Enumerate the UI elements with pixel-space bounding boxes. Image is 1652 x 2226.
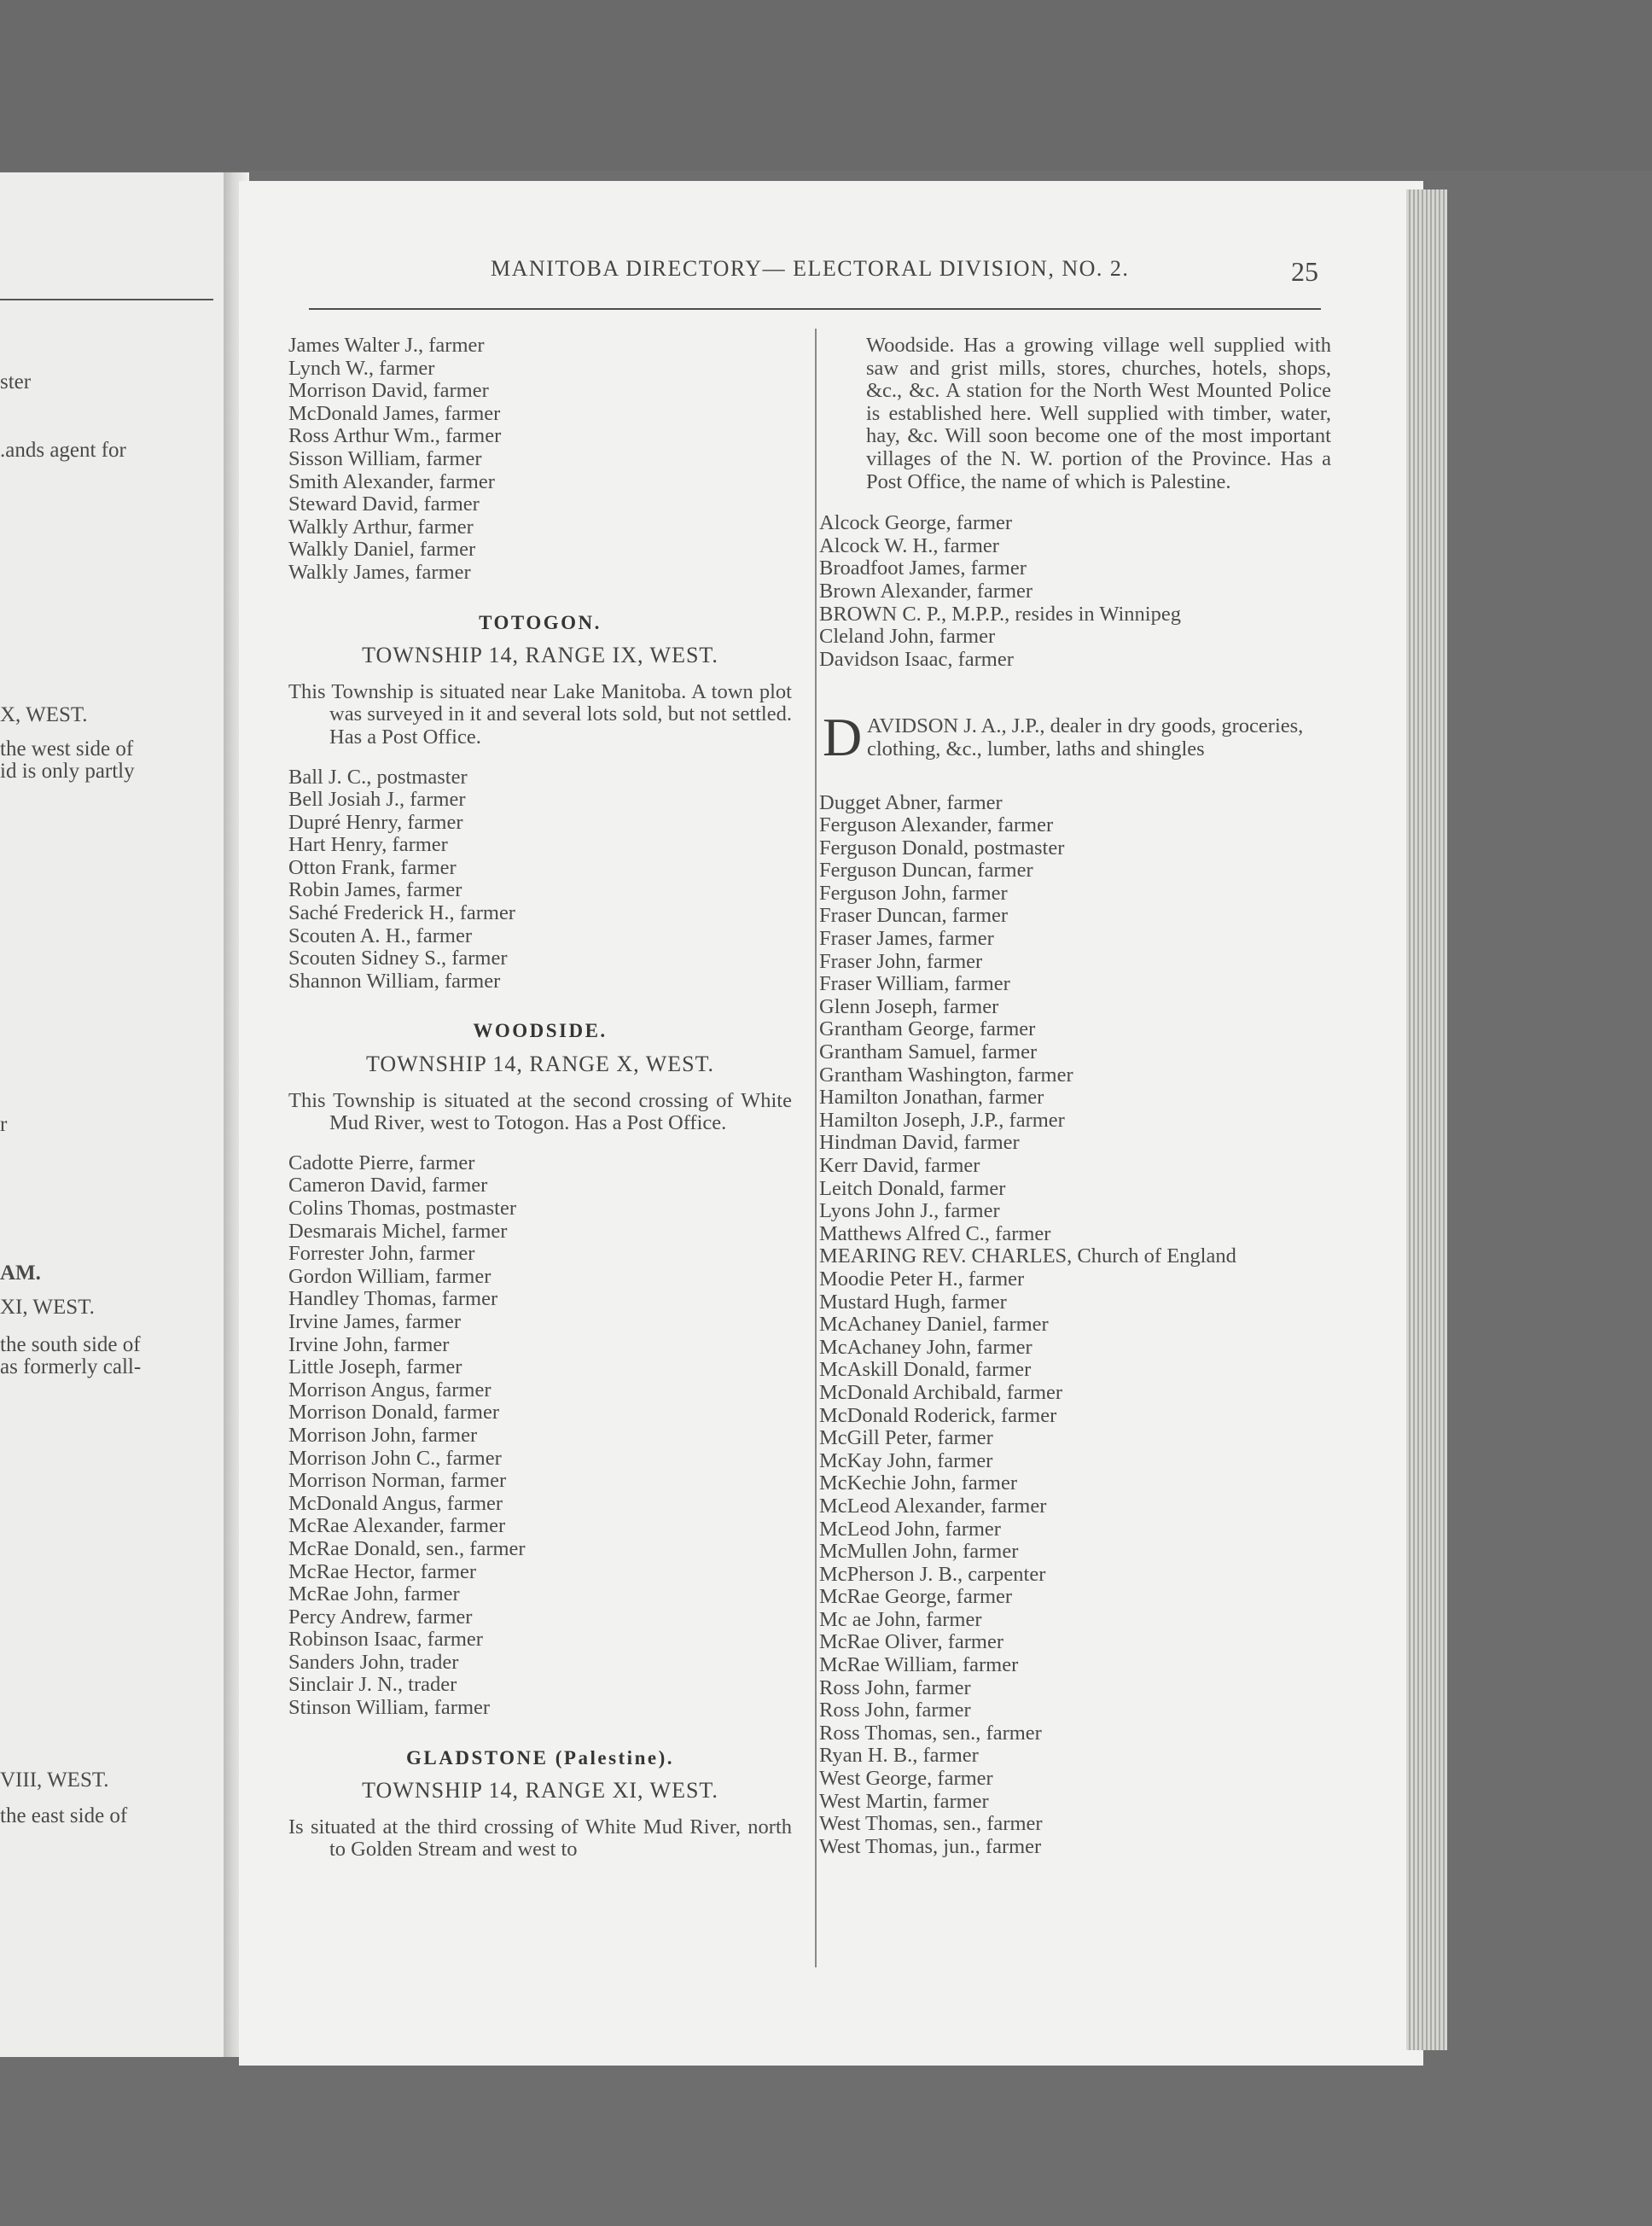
directory-entry: Ryan H. B., farmer [819,1744,979,1768]
directory-entry: Walkly James, farmer [288,560,471,584]
directory-entry: Cleland John, farmer [819,625,996,649]
directory-entry: Morrison David, farmer [288,379,489,403]
directory-entry: McRae William, farmer [819,1653,1019,1677]
directory-entry: Ball J. C., postmaster [288,765,468,789]
directory-entry: Sisson William, farmer [288,446,482,470]
directory-entry: Lynch W., farmer [288,356,435,380]
directory-entry: Fraser James, farmer [819,927,994,951]
left-fragment-text: .ands agent for [0,439,126,462]
directory-entry: Kerr David, farmer [819,1154,980,1177]
section-range-woodside: TOWNSHIP 14, RANGE X, WEST. [365,1052,715,1077]
directory-entry: Cadotte Pierre, farmer [288,1151,475,1174]
directory-entry: Handley Thomas, farmer [288,1287,498,1311]
left-fragment-text: as formerly call- [0,1355,142,1378]
directory-entry: Sanders John, trader [288,1650,459,1674]
directory-entry: Fraser John, farmer [819,949,983,973]
directory-entry: McAskill Donald, farmer [819,1358,1032,1382]
directory-entry: Grantham Washington, farmer [819,1063,1073,1087]
left-page-fragment [0,172,230,2057]
page-edges [1406,189,1447,2050]
directory-entry: McKay John, farmer [819,1448,993,1472]
directory-entry: Colins Thomas, postmaster [288,1197,516,1220]
directory-entry: Desmarais Michel, farmer [288,1219,508,1243]
left-fragment-text: XI, WEST. [0,1296,95,1319]
directory-entry: McKechie John, farmer [819,1471,1017,1495]
background [0,0,1652,171]
directory-entry: Broadfoot James, farmer [819,556,1027,580]
directory-entry: Mustard Hugh, farmer [819,1290,1007,1314]
directory-entry: Matthews Alfred C., farmer [819,1221,1051,1245]
directory-entry: McRae John, farmer [288,1582,460,1606]
directory-entry: Robinson Isaac, farmer [288,1628,483,1652]
directory-entry: Stinson William, farmer [288,1696,491,1720]
directory-entry: McAchaney Daniel, farmer [819,1313,1049,1337]
directory-entry: Dupré Henry, farmer [288,810,463,834]
directory-entry: Cameron David, farmer [288,1174,488,1197]
section-range-gladstone: TOWNSHIP 14, RANGE XI, WEST. [362,1778,718,1804]
left-fragment-text: r [0,1113,8,1136]
section-title-woodside: WOODSIDE. [473,1020,608,1042]
continued-entries [288,335,792,585]
left-fragment-text: the south side of [0,1333,141,1356]
directory-entry: McRae George, farmer [819,1585,1013,1609]
directory-entry: Gordon William, farmer [288,1264,492,1288]
section-description-woodside: This Township is situated at the second crossing of White Mud River, west to Totogon. Has a Post Office. [288,1088,792,1135]
directory-entry: Smith Alexander, farmer [288,469,495,493]
drop-cap: D [823,707,863,768]
header-rule [309,308,1321,310]
directory-entry: Alcock W. H., farmer [819,533,999,557]
directory-entry: McRae Donald, sen., farmer [288,1536,526,1560]
directory-entry: Alcock George, farmer [819,511,1013,535]
section-title-gladstone: GLADSTONE (Palestine). [406,1746,674,1769]
directory-entry: Hindman David, farmer [819,1131,1020,1155]
left-page-rule [0,299,213,300]
left-fragment-text: VIII, WEST. [0,1769,109,1792]
section-range-totogon: TOWNSHIP 14, RANGE IX, WEST. [362,643,718,668]
directory-entry: Irvine John, farmer [288,1332,450,1356]
directory-entry: West Martin, farmer [819,1789,989,1813]
entries-gladstone-b [819,792,1331,1246]
directory-entry: McLeod John, farmer [819,1517,1001,1541]
directory-entry: Robin James, farmer [288,878,462,902]
directory-entry: McRae Oliver, farmer [819,1630,1004,1654]
directory-entry: Scouten Sidney S., farmer [288,947,508,970]
directory-entry: West George, farmer [819,1767,993,1791]
directory-entry: Brown Alexander, farmer [819,579,1033,603]
directory-entry: James Walter J., farmer [288,334,485,357]
directory-entry: Hart Henry, farmer [288,833,448,857]
directory-entry: Bell Josiah J., farmer [288,788,466,812]
left-fragment-text: X, WEST. [0,703,88,726]
advert-text: AVIDSON J. A., J.P., dealer in dry goods, groceries, clothing, &c., lumber, laths and shingles [867,714,1304,760]
directory-entry: Hamilton Jonathan, farmer [819,1086,1044,1110]
entries-woodside [288,1152,792,1720]
right-column [819,335,1331,1858]
directory-entry: McPherson J. B., carpenter [819,1562,1046,1586]
directory-entry: Ferguson Duncan, farmer [819,859,1033,883]
directory-entry: Morrison Donald, farmer [288,1401,499,1425]
directory-entry: Mc ae John, farmer [819,1607,982,1631]
directory-entry: Grantham George, farmer [819,1017,1036,1041]
entries-gladstone-c [819,1268,1331,1858]
section-description-totogon: This Township is situated near Lake Manitoba. A town plot was surveyed in it and several lots sold, but not settled. Has a Post Office. [288,679,792,749]
section-title-totogon: TOTOGON. [479,611,602,633]
directory-entry: McDonald Roderick, farmer [819,1403,1057,1427]
directory-entry: McRae Alexander, farmer [288,1514,506,1538]
entries-gladstone-a [819,512,1331,671]
gladstone-description-continued: Woodside. Has a growing village well supplied with saw and grist mills, stores, churches, hotels, shops, &c., &c. A station for the North West Mounted Police is established here. Well supplied with timber, water, hay, &c. Will soon become one of the most important villages of the N. W. portion of the Province. Has a Post Office, the name of which is Palestine. [866,334,1331,493]
left-column [288,335,792,1879]
directory-entry: Moodie Peter H., farmer [819,1267,1025,1291]
section-description-gladstone: Is situated at the third crossing of White Mud River, north to Golden Stream and west to [288,1815,792,1862]
left-fragment-text: id is only partly [0,760,135,783]
directory-entry: Shannon William, farmer [288,969,501,993]
directory-entry: Irvine James, farmer [288,1309,462,1333]
directory-entry: Scouten A. H., farmer [288,924,472,947]
directory-entry: Saché Frederick H., farmer [288,901,515,925]
directory-entry: Grantham Samuel, farmer [819,1040,1038,1064]
directory-entry: Forrester John, farmer [288,1242,475,1266]
page-number: 25 [1291,256,1318,287]
left-fragment-text: the west side of [0,737,134,760]
directory-entry: Glenn Joseph, farmer [819,994,999,1018]
directory-entry: Little Joseph, farmer [288,1355,462,1379]
column-rule [815,329,817,1967]
entries-totogon [288,766,792,994]
directory-entry: Lyons John J., farmer [819,1199,1000,1223]
left-fragment-text: AM. [0,1262,41,1285]
directory-entry: Morrison Angus, farmer [288,1378,492,1401]
directory-entry: McDonald Angus, farmer [288,1491,503,1515]
running-header: MANITOBA DIRECTORY— ELECTORAL DIVISION, NO. 2. [491,256,1130,281]
directory-entry: Fraser William, farmer [819,972,1010,996]
directory-entry: McDonald James, farmer [288,401,501,425]
directory-entry: Walkly Daniel, farmer [288,538,476,562]
directory-entry: McDonald Archibald, farmer [819,1380,1063,1404]
directory-entry: Leitch Donald, farmer [819,1176,1006,1200]
directory-entry: McAchaney John, farmer [819,1335,1032,1359]
directory-entry: Ferguson Donald, postmaster [819,836,1065,860]
directory-entry: BROWN C. P., M.P.P., resides in Winnipeg [819,602,1181,626]
directory-entry: Morrison John C., farmer [288,1446,502,1470]
davidson-advert [819,707,1331,768]
directory-entry: Walkly Arthur, farmer [288,515,474,539]
directory-entry: Ross John, farmer [819,1699,971,1722]
directory-entry: West Thomas, jun., farmer [819,1834,1042,1858]
directory-entry: Percy Andrew, farmer [288,1605,473,1629]
directory-entry: Hamilton Joseph, J.P., farmer [819,1108,1065,1132]
directory-entry: Ross John, farmer [819,1675,971,1699]
directory-entry: Otton Frank, farmer [288,855,457,879]
directory-entry: Dugget Abner, farmer [819,790,1003,814]
directory-entry: Morrison John, farmer [288,1423,478,1447]
directory-entry: Sinclair J. N., trader [288,1673,457,1697]
directory-entry: Ferguson Alexander, farmer [819,813,1054,837]
directory-entry: McGill Peter, farmer [819,1426,993,1450]
directory-entry: Ross Arthur Wm., farmer [288,424,502,448]
directory-entry: Fraser Duncan, farmer [819,904,1009,928]
directory-entry: McRae Hector, farmer [288,1559,477,1583]
mearing-entry: MEARING REV. CHARLES, Church of England [819,1244,1236,1268]
directory-entry: Ross Thomas, sen., farmer [819,1721,1042,1745]
directory-entry: McLeod Alexander, farmer [819,1494,1047,1518]
left-fragment-text: ster [0,370,32,393]
directory-entry: Davidson Isaac, farmer [819,647,1014,671]
directory-entry: West Thomas, sen., farmer [819,1812,1043,1836]
directory-entry: Morrison Norman, farmer [288,1469,507,1493]
left-fragment-text: the east side of [0,1804,128,1827]
directory-entry: McMullen John, farmer [819,1540,1019,1564]
directory-entry: Ferguson John, farmer [819,881,1008,905]
directory-entry: Steward David, farmer [288,492,480,516]
